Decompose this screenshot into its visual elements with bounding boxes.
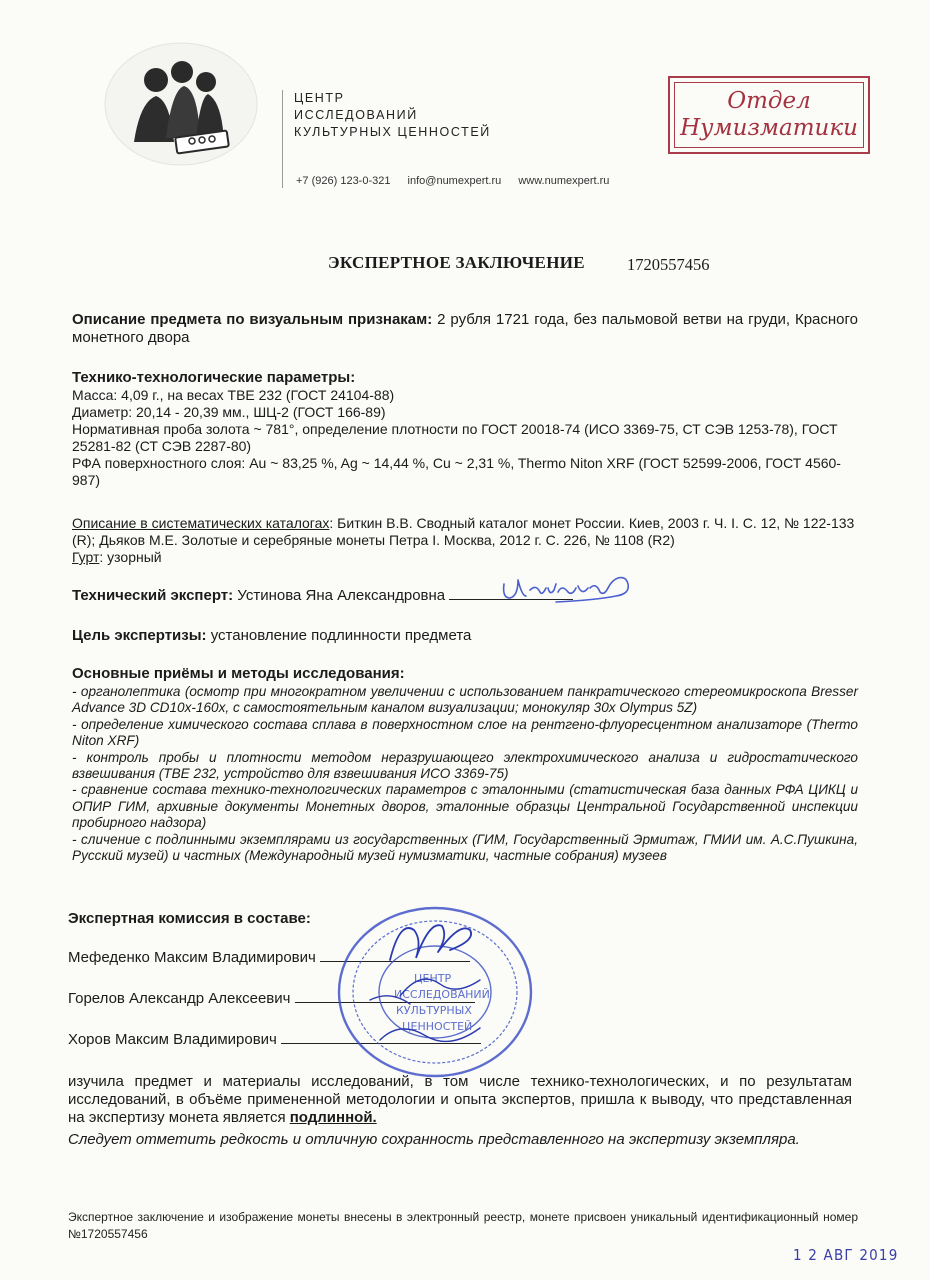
- methods-item: - органолептика (осмотр при многократном увеличении с использованием панкратического стереомикроскопа Bresser Advance 3D CD10x-160x, с самостоятельным каналом визуализации; монокуляр 30x Olympus 5Z): [72, 684, 858, 716]
- commission-heading: Экспертная комиссия в составе:: [68, 910, 311, 927]
- email-address: info@numexpert.ru: [407, 175, 502, 187]
- methods-list: [72, 684, 858, 864]
- tech-params: [72, 387, 858, 489]
- registry-footer: Экспертное заключение и изображение монеты внесены в электронный реестр, монете присвоен уникальный идентификационный номер №1720557456: [68, 1210, 858, 1241]
- document-number: 1720557456: [627, 255, 710, 274]
- methods-item: - сравнение состава технико-технологических параметров с эталонными (статистическая база данных РФА ЦИКЦ и ОПИР ГИМ, архивные документы Монетных дворов, эталонные образцы Центральной Государственной инспекции пробирного надзора): [72, 782, 858, 831]
- tech-expert-signature: [496, 566, 636, 613]
- item-description: Описание предмета по визуальным признакам: 2 рубля 1721 года, без пальмовой ветви на груди, Красного монетного двора: [72, 311, 858, 346]
- purpose: Цель экспертизы: установление подлинности предмета: [72, 627, 472, 644]
- methods-item: - контроль пробы и плотности методом неразрушающего электрохимического анализа и гидростатического взвешивания (ТВЕ 232, устройство для взвешивания ИСО 3369-75): [72, 749, 858, 782]
- commission-member: Мефеденко Максим Владимирович: [68, 949, 470, 967]
- conclusion-note: Следует отметить редкость и отличную сохранность представленного на экспертизу экземпляра.: [68, 1131, 800, 1148]
- catalog-description: Описание в систематических каталогах: Биткин В.В. Сводный каталог монет России. Киев, 2003 г. Ч. I. С. 12, № 122-133 (R); Дьяков М.Е. Золотые и серебряные монеты Петра I. Москва, 2012 г. С. 226, № 1108 (R2) Гурт: узорный: [72, 515, 858, 566]
- xrf-value: РФА поверхностного слоя: Au ~ 83,25 %, Ag ~ 14,44 %, Cu ~ 2,31 %, Thermo Niton XRF (ГОСТ 52599-2006, ГОСТ 4560-987): [72, 455, 841, 488]
- svg-text:ЦЕННОСТЕЙ: ЦЕННОСТЕЙ: [402, 1020, 473, 1033]
- methods-item: - определение химического состава сплава в поверхностном слое на рентгено-флуоресцентном анализаторе (Thermo Niton XRF): [72, 716, 858, 749]
- department-stamp: Отдел Нумизматики: [668, 76, 870, 154]
- methods-heading: Основные приёмы и методы исследования:: [72, 665, 405, 682]
- fineness-value: Нормативная проба золота ~ 781°, определение плотности по ГОСТ 20018-74 (ИСО 3369-75, СТ СЭВ 1253-78), ГОСТ 25281-82 (СТ СЭВ 2287-80): [72, 421, 838, 454]
- tech-params-heading: Технико-технологические параметры:: [72, 369, 356, 386]
- conclusion: изучила предмет и материалы исследований, в том числе технико-технологических, и по результатам исследований, в объёме примененной методологии и опыта экспертов, пришла к выводу, что представленная на экспертизу монета является подлинной.: [68, 1073, 852, 1126]
- edge-description: Гурт: узорный: [72, 549, 162, 565]
- date-stamp: 1 2 АВГ 2019: [793, 1246, 899, 1264]
- organization-name: ЦЕНТР ИССЛЕДОВАНИЙ КУЛЬТУРНЫХ ЦЕННОСТЕЙ: [294, 91, 491, 139]
- header-divider: [282, 90, 283, 188]
- commission-member: Хоров Максим Владимирович: [68, 1031, 481, 1049]
- diameter-value: Диаметр: 20,14 - 20,39 мм., ШЦ-2 (ГОСТ 166-89): [72, 404, 386, 420]
- phone-number: +7 (926) 123-0-321: [296, 175, 391, 187]
- organization-logo: [104, 42, 258, 166]
- document-title: ЭКСПЕРТНОЕ ЗАКЛЮЧЕНИЕ: [328, 253, 585, 272]
- commission-member: Горелов Александр Алексеевич: [68, 990, 475, 1008]
- website-address: www.numexpert.ru: [518, 175, 610, 187]
- svg-text:ИССЛЕДОВАНИЙ: ИССЛЕДОВАНИЙ: [394, 988, 490, 1001]
- tech-expert: Технический эксперт: Устинова Яна Александровна: [72, 587, 858, 605]
- verdict: подлинной.: [289, 1109, 377, 1126]
- mass-value: Масса: 4,09 г., на весах ТВЕ 232 (ГОСТ 24104-88): [72, 387, 395, 403]
- contact-line: [296, 175, 623, 187]
- svg-text:КУЛЬТУРНЫХ: КУЛЬТУРНЫХ: [396, 1004, 472, 1017]
- official-seal: [330, 900, 540, 1085]
- methods-item: - сличение с подлинными экземплярами из государственных (ГИМ, Государственный Эрмитаж, ГМИИ им. А.С.Пушкина, Русский музей) и частных (Международный музей нумизматики, частные собрания) музеев: [72, 831, 858, 864]
- svg-text:ЦЕНТР: ЦЕНТР: [414, 972, 452, 985]
